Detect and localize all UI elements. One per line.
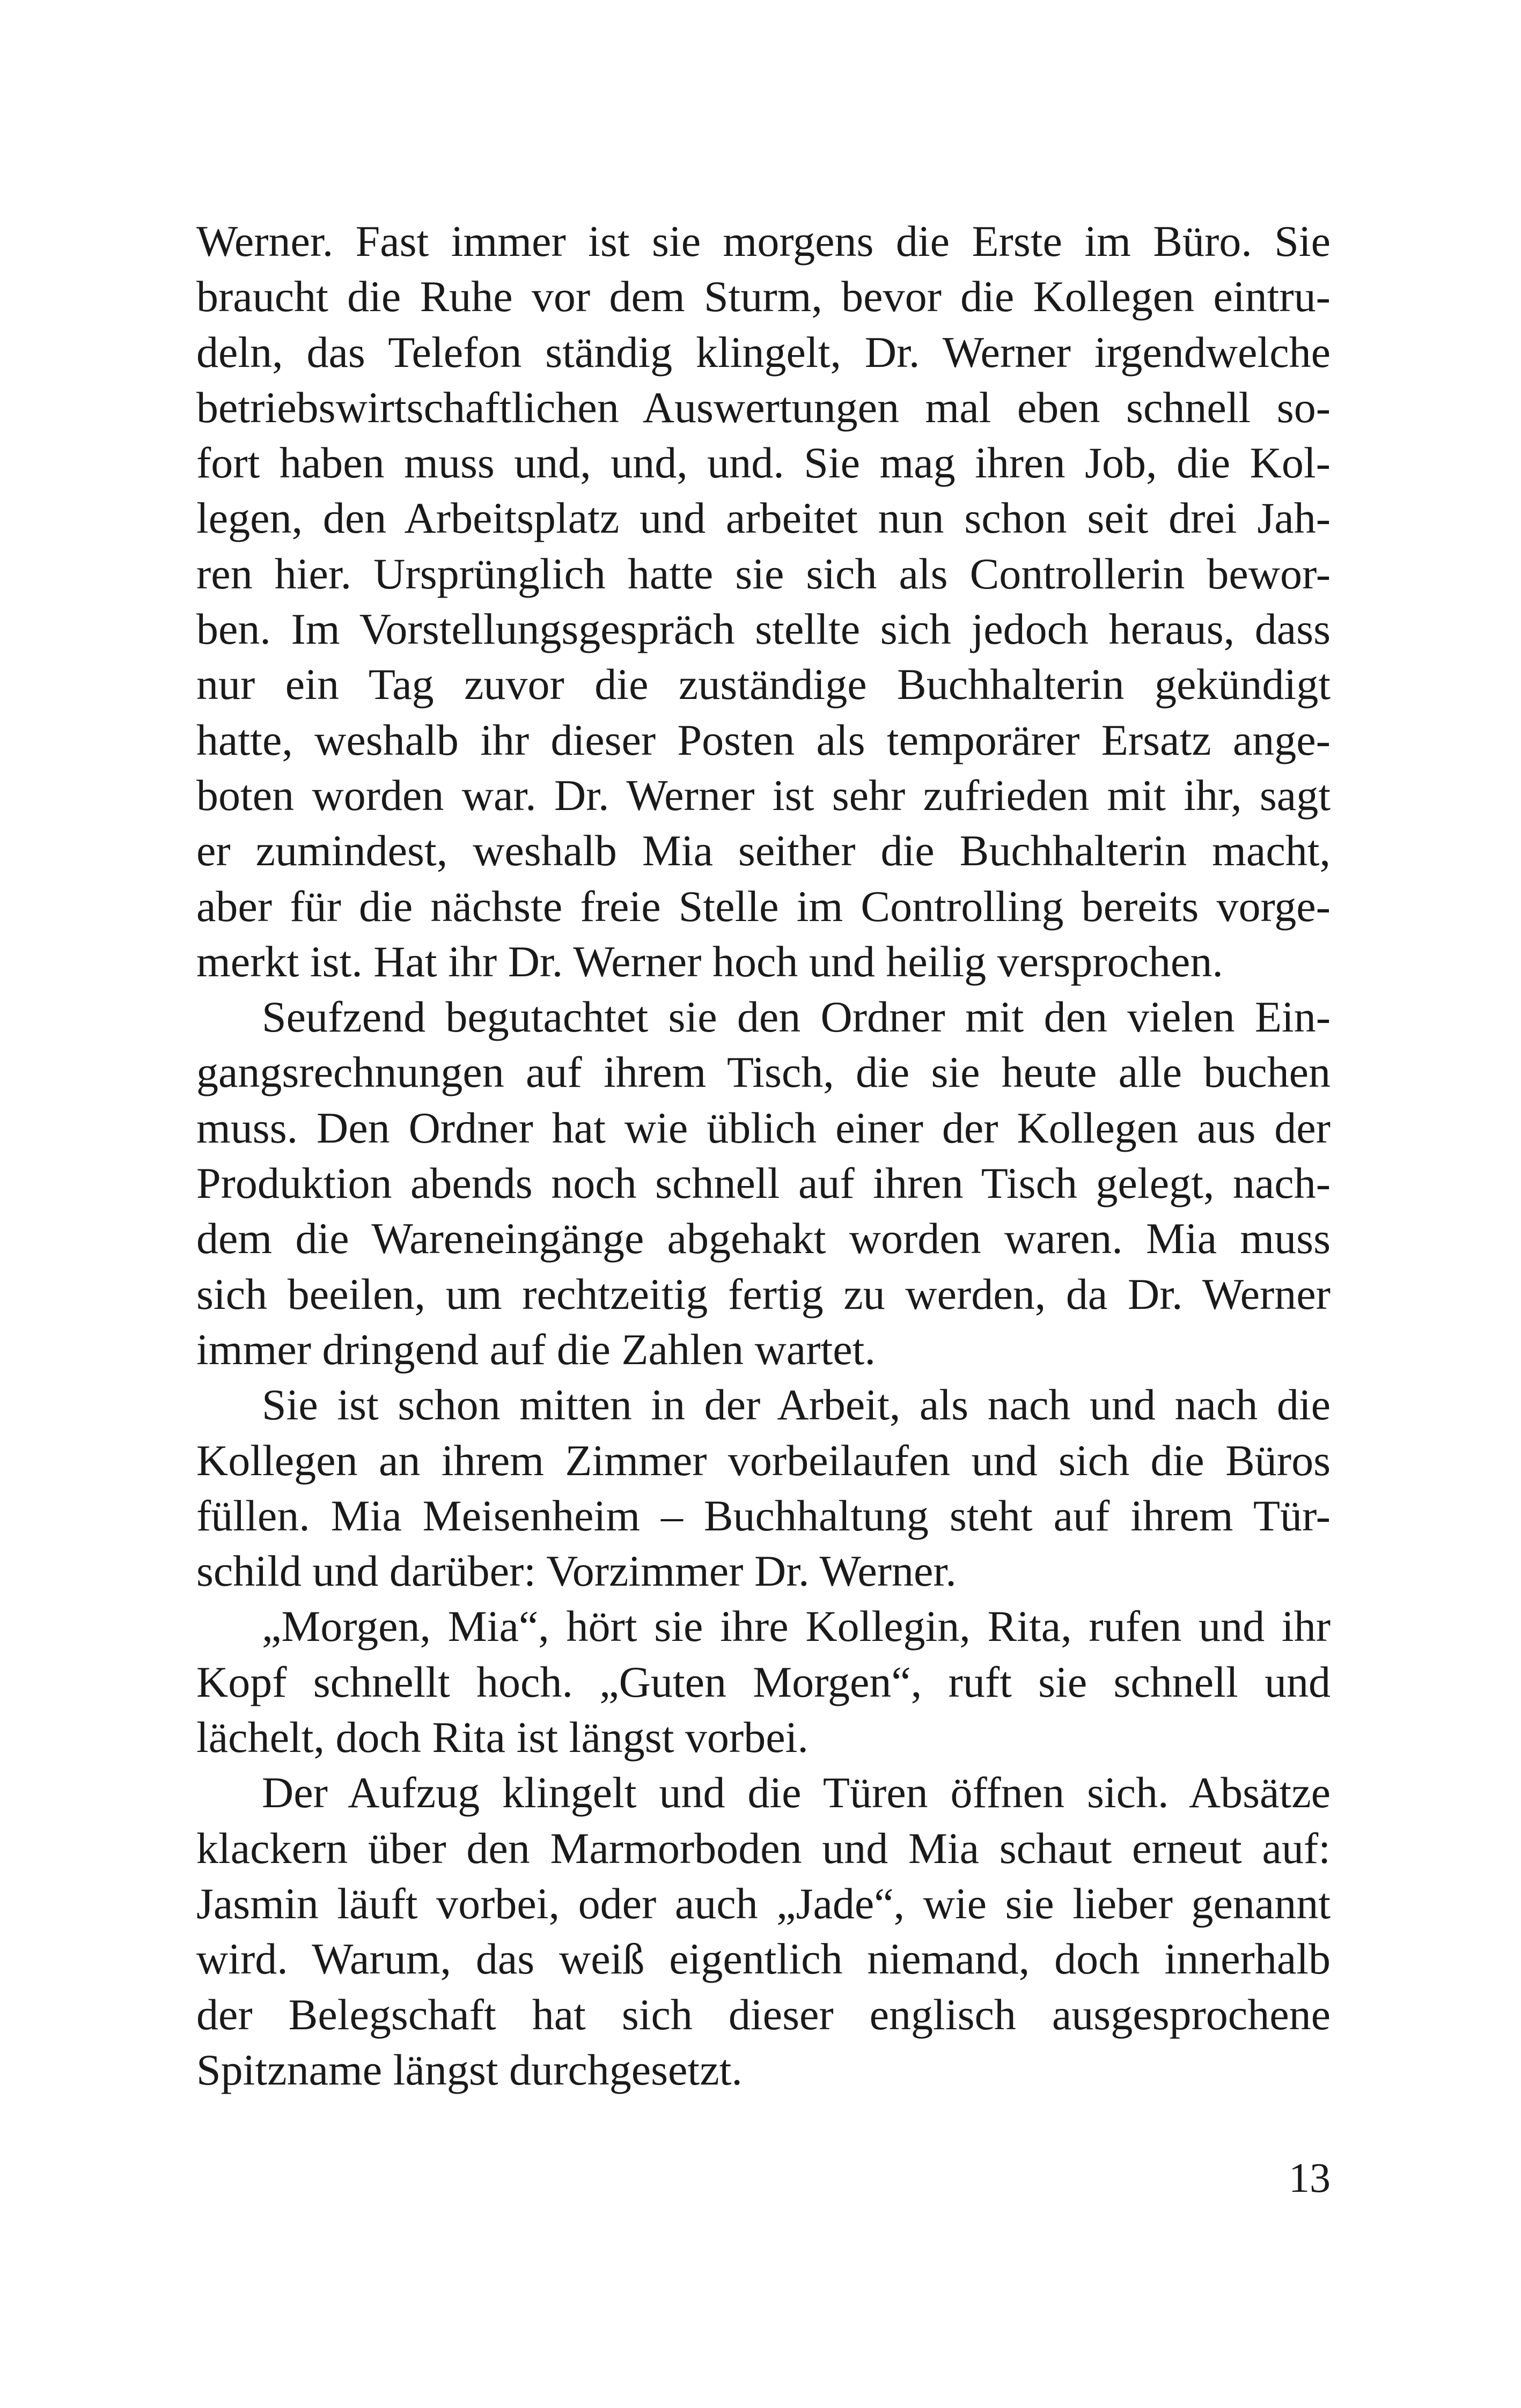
- text-line: boten worden war. Dr. Werner ist sehr zufrieden mit ihr, sagt: [196, 770, 1331, 820]
- text-line: schild und darüber: Vorzimmer Dr. Werner.: [196, 1547, 957, 1596]
- text-line: Der Aufzug klingelt und die Türen öffnen sich. Absätze: [262, 1768, 1331, 1817]
- text-line: Seufzend begutachtet sie den Ordner mit den vielen Ein-: [262, 992, 1331, 1042]
- text-line: wird. Warum, das weiß eigentlich niemand, doch innerhalb: [196, 1934, 1331, 1984]
- text-line: merkt ist. Hat ihr Dr. Werner hoch und heilig versprochen.: [196, 937, 1223, 986]
- text-line: fort haben muss und, und, und. Sie mag ihren Job, die Kol-: [196, 438, 1331, 488]
- text-line: muss. Den Ordner hat wie üblich einer der Kollegen aus der: [196, 1103, 1331, 1152]
- text-line: ben. Im Vorstellungsgespräch stellte sich jedoch heraus, dass: [196, 605, 1331, 654]
- text-line: immer dringend auf die Zahlen wartet.: [196, 1324, 876, 1374]
- page-number: 13: [1289, 2154, 1331, 2201]
- text-line: ren hier. Ursprünglich hatte sie sich als Controllerin bewor-: [196, 549, 1331, 598]
- text-line: Jasmin läuft vorbei, oder auch „Jade“, wie sie lieber genannt: [196, 1879, 1331, 1928]
- text-line: sich beeilen, um rechtzeitig fertig zu werden, da Dr. Werner: [196, 1269, 1331, 1319]
- text-line: er zumindest, weshalb Mia seither die Buchhalterin macht,: [196, 826, 1331, 875]
- text-line: Kollegen an ihrem Zimmer vorbeilaufen und sich die Büros: [196, 1435, 1331, 1485]
- body-text: [196, 213, 1331, 2097]
- text-line: Sie ist schon mitten in der Arbeit, als nach und nach die: [262, 1380, 1331, 1430]
- text-line: Spitzname längst durchgesetzt.: [196, 2045, 743, 2094]
- paragraph-1: [196, 213, 1331, 989]
- text-line: deln, das Telefon ständig klingelt, Dr. Werner irgendwelche: [196, 327, 1331, 377]
- text-line: Werner. Fast immer ist sie morgens die Erste im Büro. Sie: [196, 217, 1331, 266]
- text-line: betriebswirtschaftlichen Auswertungen mal eben schnell so-: [196, 382, 1331, 432]
- text-line: lächelt, doch Rita ist längst vorbei.: [196, 1713, 809, 1762]
- text-line: Produktion abends noch schnell auf ihren Tisch gelegt, nach-: [196, 1159, 1331, 1208]
- text-line: Kopf schnellt hoch. „Guten Morgen“, ruft sie schnell und: [196, 1657, 1331, 1706]
- text-line: gangsrechnungen auf ihrem Tisch, die sie heute alle buchen: [196, 1048, 1331, 1097]
- text-line: nur ein Tag zuvor die zuständige Buchhalterin gekündigt: [196, 660, 1331, 709]
- text-line: dem die Wareneingänge abgehakt worden waren. Mia muss: [196, 1214, 1331, 1263]
- text-line: legen, den Arbeitsplatz und arbeitet nun schon seit drei Jah-: [196, 494, 1331, 543]
- text-line: aber für die nächste freie Stelle im Controlling bereits vorge-: [196, 881, 1331, 931]
- paragraph-4: [196, 1599, 1331, 1765]
- text-line: braucht die Ruhe vor dem Sturm, bevor die Kollegen eintru-: [196, 272, 1331, 321]
- paragraph-2: [196, 989, 1331, 1377]
- text-line: der Belegschaft hat sich dieser englisch ausgesprochene: [196, 1990, 1331, 2039]
- paragraph-3: [196, 1377, 1331, 1599]
- text-line: füllen. Mia Meisenheim – Buchhaltung steht auf ihrem Tür-: [196, 1491, 1331, 1540]
- text-line: hatte, weshalb ihr dieser Posten als temporärer Ersatz ange-: [196, 715, 1331, 764]
- text-line: „Morgen, Mia“, hört sie ihre Kollegin, Rita, rufen und ihr: [262, 1602, 1331, 1651]
- paragraph-5: [196, 1765, 1331, 2097]
- text-line: klackern über den Marmorboden und Mia schaut erneut auf:: [196, 1823, 1331, 1873]
